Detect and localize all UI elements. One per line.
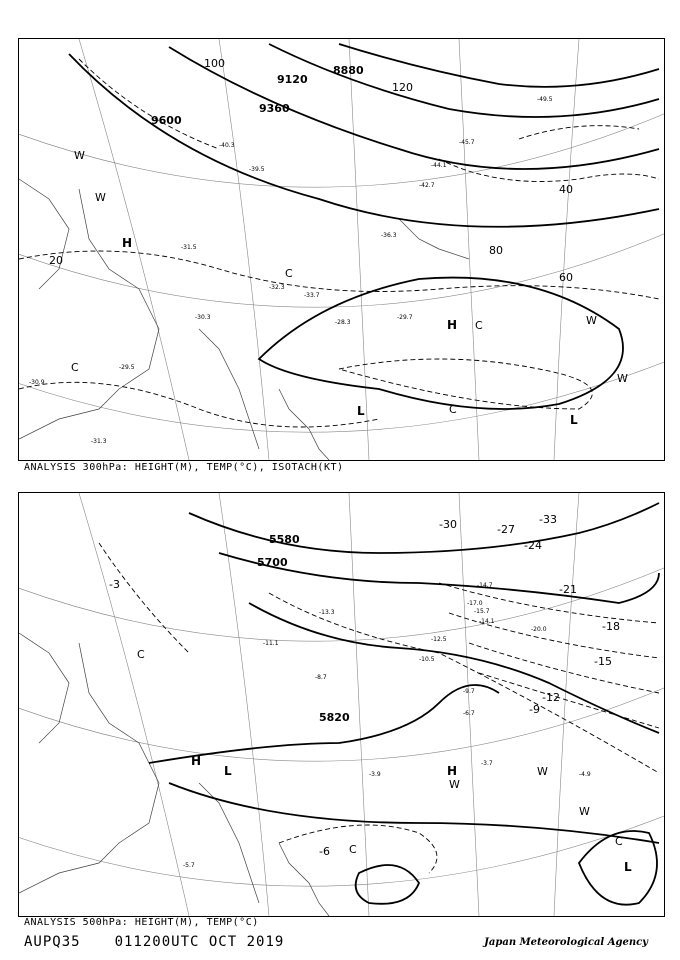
obs-value: -8.7 [315,674,327,681]
obs-value: -15.7 [474,608,490,615]
obs-value: -49.5 [537,96,553,103]
pressure-center: W [74,149,85,162]
temp-label: -15 [594,655,612,668]
pressure-center: W [95,191,106,204]
map-300hpa [19,39,664,460]
height-label: 5580 [269,533,300,546]
pressure-center: W [586,314,597,327]
pressure-center: H [447,318,458,332]
pressure-center: L [357,404,365,418]
coastline-500 [19,633,329,916]
pressure-center: C [475,319,483,332]
pressure-center: C [349,843,357,856]
pressure-center: C [71,361,79,374]
pressure-center: W [617,372,628,385]
obs-value: -9.7 [463,688,475,695]
map-500hpa [19,493,664,916]
height-label: 5700 [257,556,288,569]
obs-value: -40.3 [219,142,235,149]
temp-label: -30 [439,518,457,531]
obs-value: -39.5 [249,166,265,173]
pressure-center: H [122,236,133,250]
obs-value: -14.1 [479,618,495,625]
height-label: 9120 [277,73,308,86]
temp-label: -33 [539,513,557,526]
caption-500hpa: ANALYSIS 500hPa: HEIGHT(M), TEMP(°C) [24,917,259,928]
temp-label: -24 [524,539,542,552]
obs-value: -6.7 [463,710,475,717]
height-label: 8880 [333,64,364,77]
bulletin-header [24,934,284,950]
obs-value: -30.3 [195,314,211,321]
bulletin-time: 011200UTC OCT 2019 [114,934,285,950]
caption-300hpa: ANALYSIS 300hPa: HEIGHT(M), TEMP(°C), ISOTACH(KT) [24,462,344,473]
temp-label: -3 [109,578,120,591]
pressure-center: L [570,413,578,427]
obs-value: -36.3 [381,232,397,239]
temp-label: -6 [319,845,330,858]
isotach-label: 20 [49,254,63,267]
obs-value: -32.3 [269,284,285,291]
pressure-center: C [615,835,623,848]
chart-300hpa [18,38,665,461]
obs-value: -31.5 [181,244,197,251]
pressure-center: L [224,764,232,778]
obs-value: -10.5 [419,656,435,663]
height-label: 9600 [151,114,182,127]
agency-name: Japan Meteorological Agency [484,937,648,948]
obs-value: -17.0 [467,600,483,607]
temp-label: -18 [602,620,620,633]
pressure-center: W [537,765,548,778]
isotach-label: 60 [559,271,573,284]
pressure-center: C [285,267,293,280]
bulletin-code: AUPQ35 [24,934,81,950]
height-label: 9360 [259,102,290,115]
pressure-center: H [191,754,202,768]
isotach-label: 120 [392,81,413,94]
pressure-center: H [447,764,458,778]
height-label: 5820 [319,711,350,724]
isotach-label: 80 [489,244,503,257]
graticule-300 [19,39,664,460]
pressure-center: C [137,648,145,661]
graticule-500 [19,493,664,916]
chart-500hpa [18,492,665,917]
obs-value: -33.7 [304,292,320,299]
obs-value: -3.7 [481,760,493,767]
obs-value: -3.9 [369,771,381,778]
pressure-center: W [579,805,590,818]
temp-label: -21 [559,583,577,596]
obs-value: -28.3 [335,319,351,326]
temp-label: -9 [529,703,540,716]
obs-value: -11.1 [263,640,279,647]
obs-value: -4.9 [579,771,591,778]
obs-value: -13.3 [319,609,335,616]
temp-label: -12 [542,691,560,704]
pressure-center: W [449,778,460,791]
obs-value: -30.9 [29,379,45,386]
obs-value: -45.7 [459,139,475,146]
obs-value: -31.3 [91,438,107,445]
obs-value: -42.7 [419,182,435,189]
isotach-label: 40 [559,183,573,196]
obs-value: -12.5 [431,636,447,643]
obs-value: -29.5 [119,364,135,371]
isotach-contours-300 [19,59,659,427]
pressure-center: L [624,860,632,874]
isotach-label: 100 [204,57,225,70]
obs-value: -44.1 [431,162,447,169]
obs-value: -14.7 [477,582,493,589]
obs-value: -20.0 [531,626,547,633]
obs-value: -5.7 [183,862,195,869]
temp-label: -27 [497,523,515,536]
pressure-center: C [449,403,457,416]
obs-value: -29.7 [397,314,413,321]
